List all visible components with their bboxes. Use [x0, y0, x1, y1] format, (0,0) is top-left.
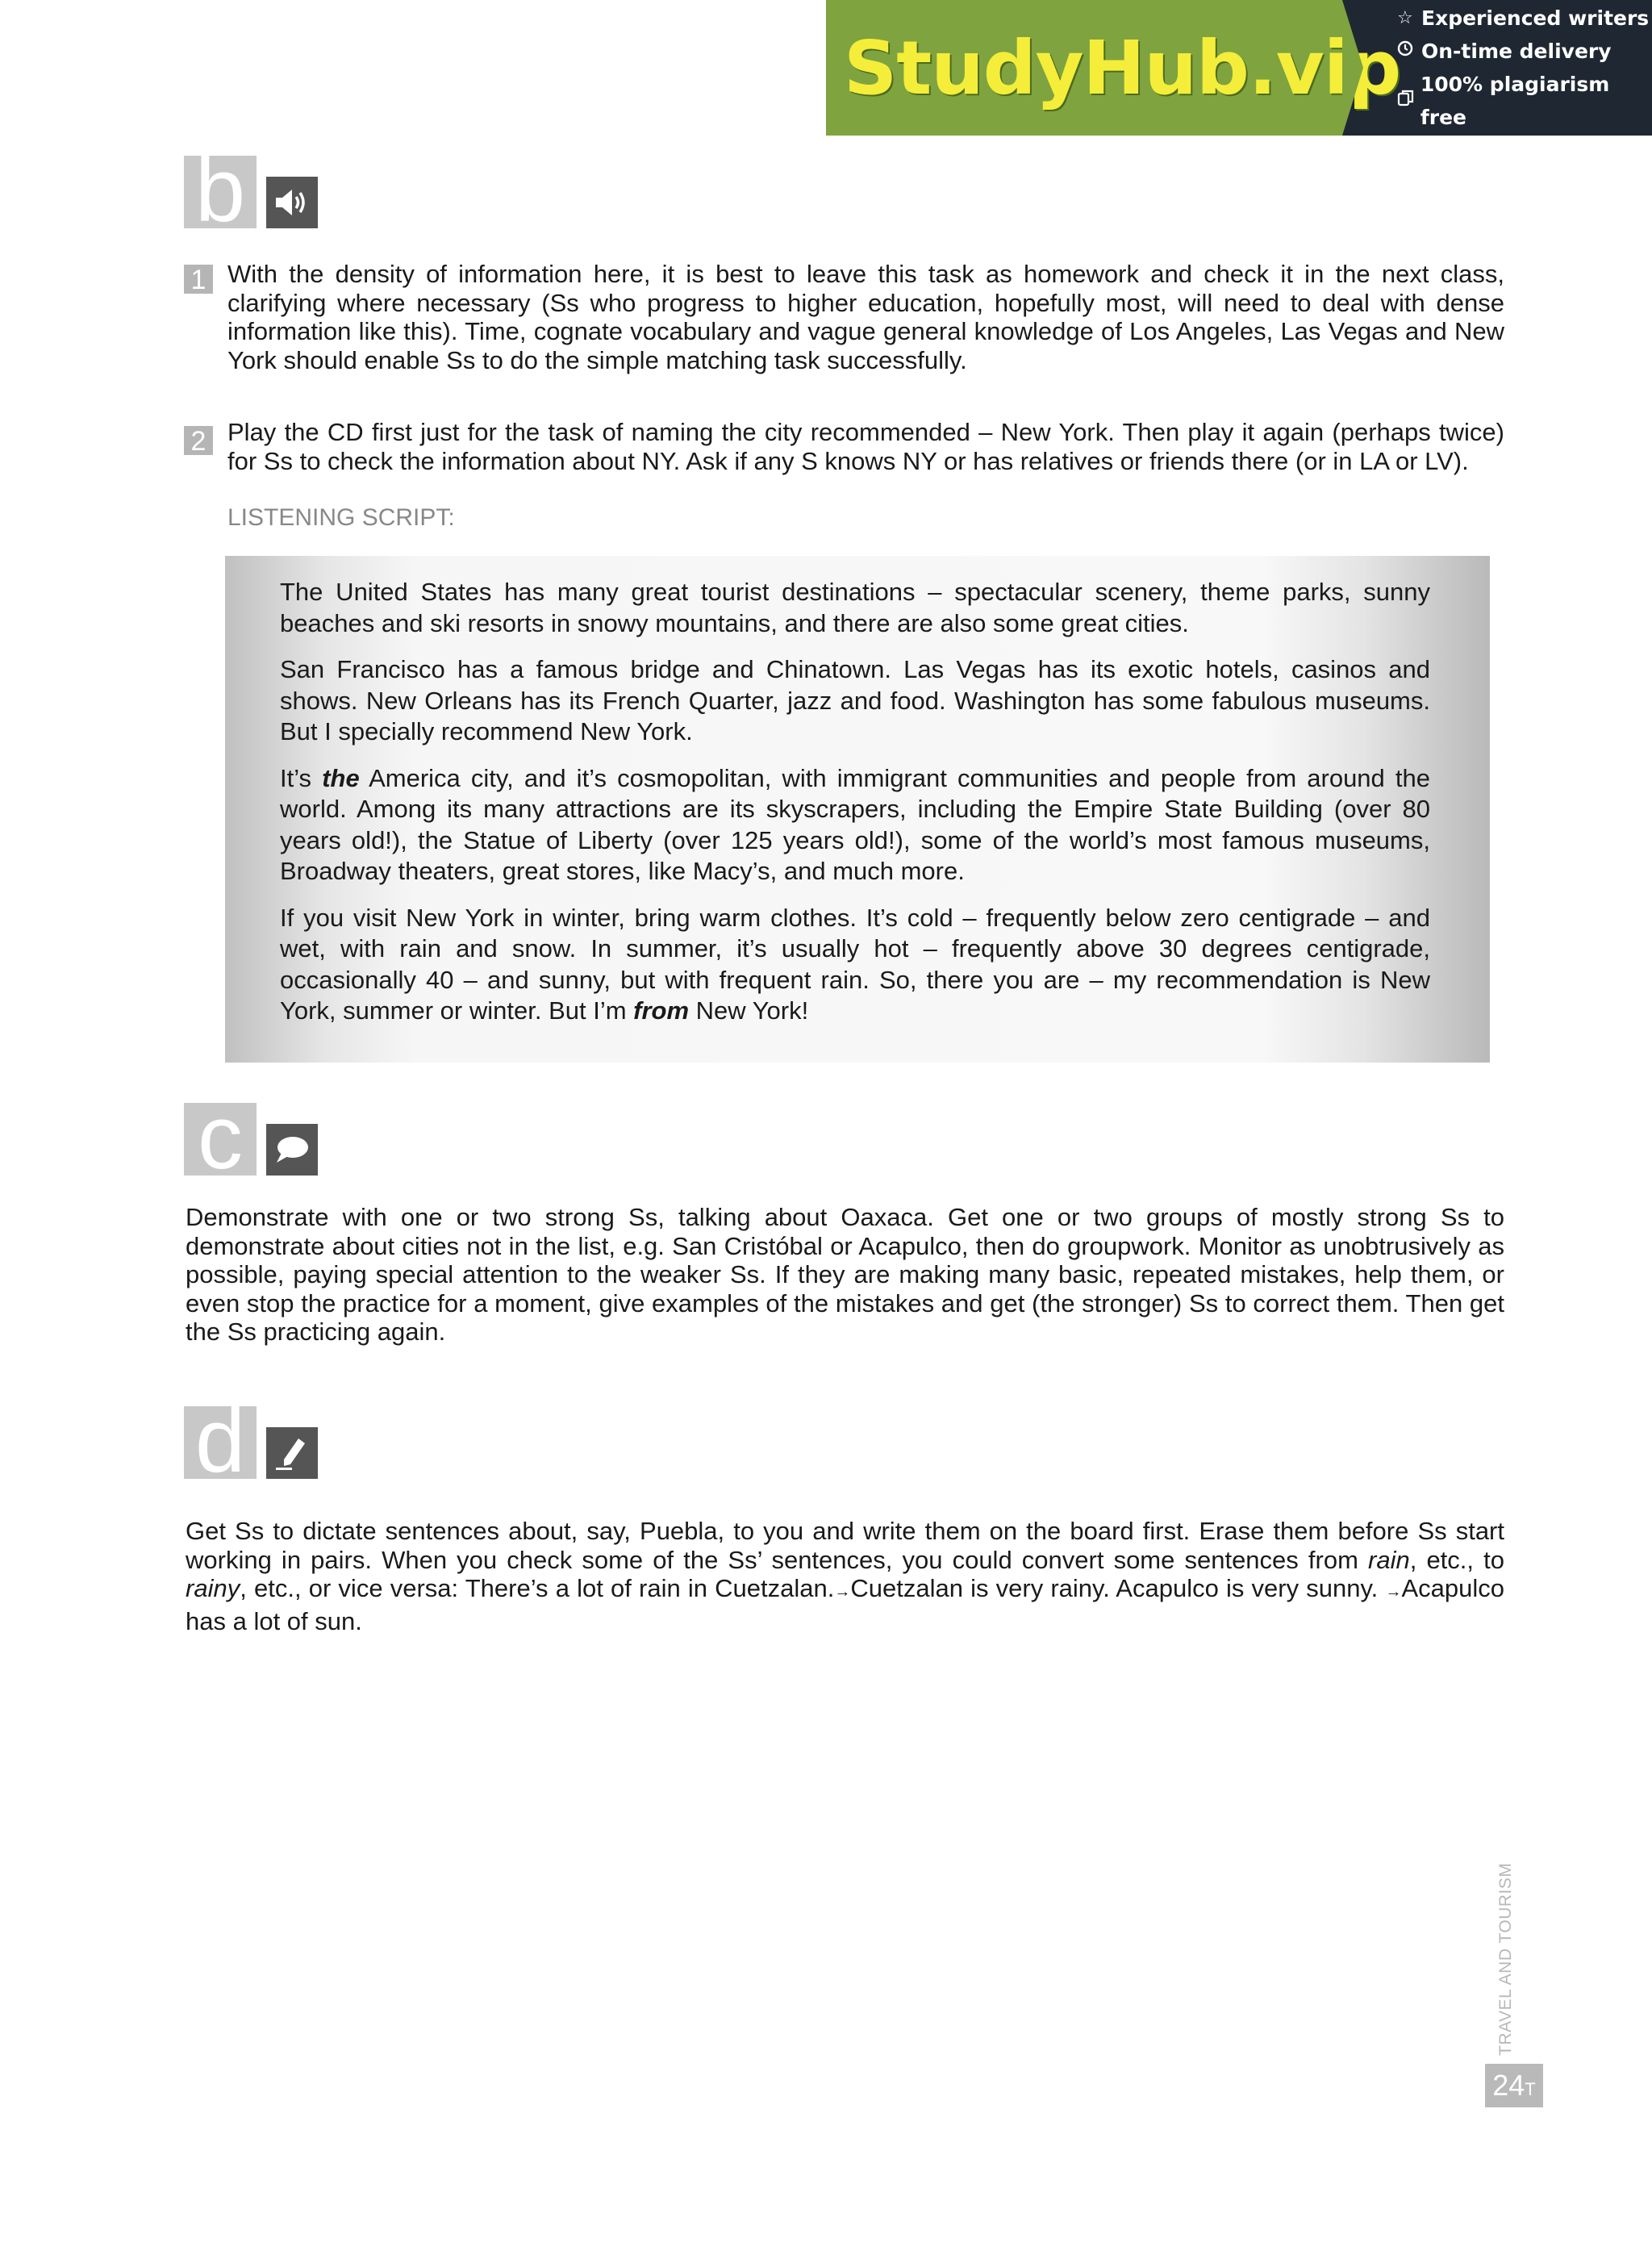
section-letter: b [184, 156, 257, 228]
banner-feature-text: Experienced writers [1421, 6, 1650, 30]
side-label-text: TRAVEL AND TOURISM [1496, 1862, 1515, 2056]
emphasis: from [633, 996, 690, 1025]
script-text: America city, and it’s cosmopolitan, with immigrant communities and people from around the world. Among its many attractions are its skyscrapers, including the Empire State Building (over 80 years old!), the Statue of Liberty (over 125 years old!), some of the world’s most famous museums, Broadway theaters, great stores, like Macy’s, and much more. [280, 763, 1431, 885]
listening-script-label: LISTENING SCRIPT: [227, 504, 455, 531]
script-paragraph [280, 763, 1430, 887]
section-d-header [184, 1406, 318, 1479]
banner-arrow [1342, 0, 1363, 136]
speech-bubble-icon [266, 1124, 318, 1176]
instruction-paragraph [186, 1517, 1504, 1635]
pencil-icon [266, 1427, 318, 1479]
emphasis: rainy [186, 1574, 240, 1602]
banner-feature-text: On-time delivery [1421, 40, 1612, 63]
banner-feature [1397, 68, 1652, 134]
instruction-paragraph: Play the CD first just for the task of naming the city recommended – New York. Then play it again (perhaps twice) for Ss to check the information about NY. Ask if any S knows NY or has relatives or friends there (or in LA or LV). [227, 418, 1504, 475]
paragraph-text: Cuetzalan is very rainy. Acapulco is very sunny. [850, 1574, 1379, 1602]
banner-feature-text: 100% plagiarism free [1420, 73, 1610, 129]
script-paragraph: San Francisco has a famous bridge and Chinatown. Las Vegas has its exotic hotels, casinos and shows. New Orleans has its French Quarter, jazz and food. Washington has some fabulous museums. But I specially recommend New York. [280, 655, 1430, 745]
banner-logo-panel [826, 0, 1401, 136]
page-number [1485, 2064, 1543, 2107]
page-number-value: 24 [1492, 2069, 1525, 2102]
emphasis: rain [1368, 1545, 1410, 1574]
banner-feature [1397, 2, 1652, 35]
banner-feature [1397, 35, 1652, 68]
speaker-icon [266, 177, 318, 228]
arrow-icon: → [1385, 1583, 1402, 1601]
section-c-header [184, 1103, 318, 1176]
page-number-suffix: T [1525, 2079, 1536, 2099]
section-b-header [184, 156, 318, 228]
paragraph-text: Get Ss to dictate sentences about, say, Puebla, to you and write them on the board first. Erase them before Ss start working in pairs. When you check some of the Ss’ sentences, you could convert some sentences from [186, 1517, 1504, 1574]
ad-banner[interactable] [826, 0, 1652, 136]
instruction-paragraph: With the density of information here, it is best to leave this task as homework and check it in the next class, clarifying where necessary (Ss who progress to higher education, hopefully most, will need to deal with dense information like this). Time, cognate vocabulary and vague general knowledge of Los Angeles, Las Vegas and New York should enable Ss to do the simple matching task successfully. [227, 260, 1504, 374]
star-icon: ☆ [1397, 8, 1413, 28]
paragraph-text: Acapulco has a lot of sun. [186, 1574, 1504, 1635]
script-text: It’s [280, 763, 323, 792]
script-text: If you visit New York in winter, bring warm clothes. It’s cold – frequently below zero centigrade – and wet, with rain and snow. In summer, it’s usually hot – frequently above 30 degrees centigrade, occasionally 40 – and sunny, but with frequent rain. So, there you are – my recommendation is New York, summer or winter. But I’m [280, 903, 1430, 1025]
listening-script-box [225, 556, 1490, 1063]
emphasis: the [322, 763, 360, 792]
script-text: New York! [689, 996, 809, 1025]
script-paragraph [280, 903, 1430, 1027]
item-number: 1 [184, 265, 213, 294]
item-number: 2 [184, 426, 213, 455]
section-letter: c [184, 1103, 257, 1176]
instruction-paragraph: Demonstrate with one or two strong Ss, talking about Oaxaca. Get one or two groups of mostly strong Ss to demonstrate about cities not in the list, e.g. San Cristóbal or Acapulco, then do groupwork. Monitor as unobtrusively as possible, paying special attention to the weaker Ss. If they are making many basic, repeated mistakes, help them, or even stop the practice for a moment, give examples of the mistakes and get (the stronger) Ss to correct them. Then get the Ss practicing again. [186, 1203, 1504, 1346]
paragraph-text: , etc., or vice versa: There’s a lot of rain in Cuetzalan. [240, 1574, 835, 1602]
section-letter: d [184, 1406, 257, 1479]
banner-logo: StudyHub.vip [844, 24, 1401, 111]
listening-script-text [280, 577, 1430, 1042]
arrow-icon: → [834, 1583, 851, 1601]
paragraph-text: , etc., to [1409, 1545, 1504, 1574]
script-paragraph: The United States has many great tourist destinations – spectacular scenery, theme parks, sunny beaches and ski resorts in snowy mountains, and there are also some great cities. [280, 578, 1430, 637]
